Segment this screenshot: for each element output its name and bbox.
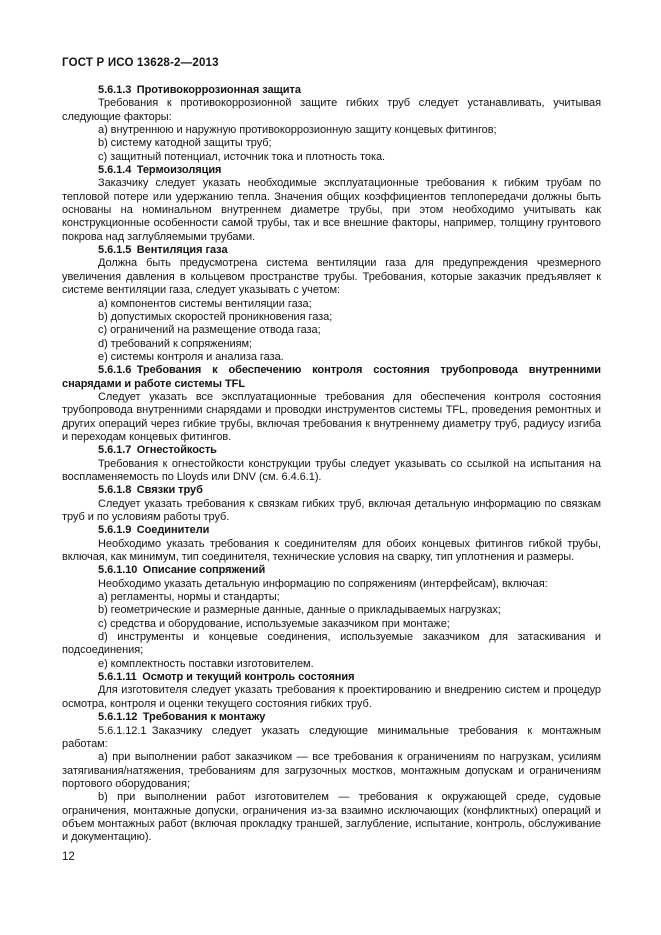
paragraph: Необходимо указать требования к соединителям для обоих концевых фитингов гибкой трубы, включая, как минимум, тип соединителя, технические условия на сварку, тип уплотнения и размеры.: [62, 537, 601, 564]
list-item: a) при выполнении работ заказчиком — все требования к ограничениям по нагрузкам, усилиям затягивания/натяжения, требованиям для загрузочных мостков, монтажным допускам и ограничениям портового оборудования;: [62, 751, 601, 790]
document-body: [62, 84, 601, 845]
paragraph: Следует указать требования к связкам гибких труб, включая детальную информацию по связкам труб и по условиям работы труб.: [62, 497, 601, 523]
list-item: b) при выполнении работ изготовителем — требования к окружающей среде, судовые ограничения, монтажные допуски, ограничения из-за взаимно исключающих (конфликтных) операций и объем монтажных работ (включая прокладку траншей, заглубление, испытание, контроль, обслуживание и документацию).: [62, 791, 601, 844]
section-heading: 5.6.1.4 Термоизоляция: [98, 164, 222, 177]
list-item: a) компонентов системы вентиляции газа;: [98, 297, 312, 310]
paragraph: Требования к огнестойкости конструкции трубы следует указывать со ссылкой на испытания на воспламеняемость по Lloyds или DNV (см. 6.4.6.1).: [62, 457, 601, 483]
section-heading: 5.6.1.5 Вентиляция газа: [98, 244, 228, 257]
list-item: c) ограничений на размещение отвода газа;: [98, 324, 321, 337]
section-heading: 5.6.1.7 Огнестойкость: [98, 444, 217, 457]
paragraph: Следует указать все эксплуатационные требования для обеспечения контроля состояния трубопровода внутренними снарядами и проводки инструментов системы TFL, проведения ремонтных и других операций через гибкие трубы, включая требования к внутреннему диаметру труб, радиусу изгиба и переходам концевых фитингов.: [62, 390, 601, 443]
paragraph: 5.6.1.12.1 Заказчику следует указать следующие минимальные требования к монтажным работам:: [62, 724, 601, 750]
list-item: c) средства и оборудование, используемые заказчиком при монтаже;: [98, 617, 450, 630]
list-item: a) регламенты, нормы и стандарты;: [98, 591, 280, 604]
page-number: 12: [62, 850, 75, 863]
section-heading: 5.6.1.12 Требования к монтажу: [98, 711, 266, 724]
list-item: c) защитный потенциал, источник тока и плотность тока.: [98, 150, 386, 163]
paragraph: Необходимо указать детальную информацию по сопряжениям (интерфейсам), включая:: [98, 577, 548, 590]
list-item: e) системы контроля и анализа газа.: [98, 350, 284, 363]
section-heading: 5.6.1.8 Связки труб: [98, 484, 203, 497]
section-heading: 5.6.1.3 Противокоррозионная защита: [98, 84, 301, 96]
section-heading: 5.6.1.6 Требования к обеспечению контроля состояния трубопровода внутренними снарядами и работе системы TFL: [62, 364, 601, 390]
section-heading: 5.6.1.9 Соединители: [98, 524, 210, 537]
list-item: e) комплектность поставки изготовителем.: [98, 657, 314, 670]
list-item: b) допустимых скоростей проникновения газа;: [98, 310, 333, 323]
list-item: d) инструменты и концевые соединения, используемые заказчиком для затаскивания и подсоединения;: [62, 631, 601, 657]
document-header: ГОСТ Р ИСО 13628-2—2013: [62, 57, 219, 69]
paragraph: Должна быть предусмотрена система вентиляции газа для предупреждения чрезмерного увеличения давления в кольцевом пространстве трубы. Требования, которые заказчик предъявляет к системе вентиляции газа, следует указывать с учетом:: [62, 257, 601, 297]
list-item: b) геометрические и размерные данные, данные о прикладываемых нагрузках;: [98, 604, 501, 617]
paragraph: Заказчику следует указать необходимые эксплуатационные требования к гибким трубам по тепловой потере или удержанию тепла. Значения общих коэффициентов теплопередачи должны быть основаны на номинальном внутреннем диаметре трубы, при этом необходимо учитывать как конструкционные особенности самой трубы, так и все внешние факторы, например, толщину грунтового покрова над заглубляемыми трубами.: [62, 177, 601, 243]
paragraph: Для изготовителя следует указать требования к проектированию и внедрению систем и процедур осмотра, контроля и оценки текущего состояния гибких труб.: [62, 684, 601, 710]
paragraph: Требования к противокоррозионной защите гибких труб следует устанавливать, учитывая следующие факторы:: [62, 97, 601, 123]
list-item: b) систему катодной защиты труб;: [98, 137, 272, 150]
list-item: d) требований к сопряжениям;: [98, 337, 253, 350]
section-heading: 5.6.1.10 Описание сопряжений: [98, 564, 266, 577]
section-heading: 5.6.1.11 Осмотр и текущий контроль состояния: [98, 671, 355, 684]
list-item: a) внутреннюю и наружную противокоррозионную защиту концевых фитингов;: [98, 124, 497, 137]
